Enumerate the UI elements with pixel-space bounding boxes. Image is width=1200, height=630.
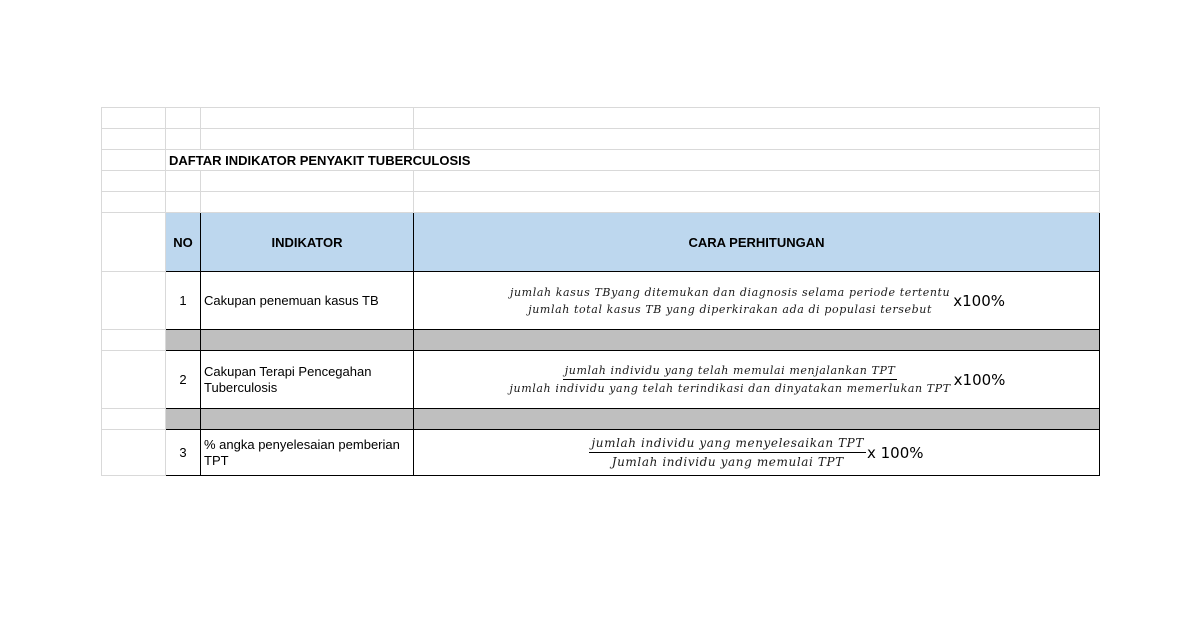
row-number[interactable]: 1 (166, 272, 201, 330)
cell[interactable] (414, 129, 1100, 150)
separator-row (102, 409, 1100, 430)
formula-numerator: jumlah kasus TByang ditemukan dan diagnosis selama periode tertentu (509, 285, 951, 299)
gray-cell[interactable] (166, 409, 201, 430)
formula-denominator: jumlah total kasus TB yang diperkirakan ada di populasi tersebut (528, 302, 932, 316)
cell[interactable] (201, 129, 414, 150)
formula-denominator: Jumlah individu yang memulai TPT (611, 455, 844, 469)
cell[interactable] (102, 213, 166, 272)
cell[interactable] (102, 330, 166, 351)
gray-cell[interactable] (166, 330, 201, 351)
gray-cell[interactable] (414, 409, 1100, 430)
cell[interactable] (102, 192, 166, 213)
cell[interactable] (102, 108, 166, 129)
fraction (508, 286, 952, 316)
cell[interactable] (201, 108, 414, 129)
cell[interactable] (102, 129, 166, 150)
table-row (102, 351, 1100, 409)
cell[interactable] (102, 272, 166, 330)
header-no[interactable]: NO (166, 213, 201, 272)
indicator-name[interactable]: % angka penyelesaian pemberian TPT (201, 430, 414, 476)
spreadsheet-grid (101, 107, 1100, 476)
formula (414, 436, 1099, 469)
table-row (102, 272, 1100, 330)
formula (414, 364, 1099, 395)
formula-multiplier: x100% (953, 370, 1006, 389)
row-number[interactable]: 3 (166, 430, 201, 476)
gray-cell[interactable] (414, 330, 1100, 351)
header-row (102, 213, 1100, 272)
header-cara-perhitungan[interactable]: CARA PERHITUNGAN (414, 213, 1100, 272)
cell[interactable] (201, 171, 414, 192)
cell[interactable] (102, 430, 166, 476)
formula-denominator: jumlah individu yang telah terindikasi dan dinyatakan memerlukan TPT (509, 382, 951, 395)
cell[interactable] (414, 192, 1100, 213)
formula-cell[interactable] (414, 430, 1100, 476)
empty-row (102, 192, 1100, 213)
cell[interactable] (102, 150, 166, 171)
empty-row (102, 108, 1100, 129)
cell[interactable] (166, 108, 201, 129)
formula-multiplier: x100% (953, 291, 1006, 310)
formula-numerator: jumlah individu yang telah memulai menjalankan TPT (563, 364, 898, 380)
formula-cell[interactable] (414, 272, 1100, 330)
table-row (102, 430, 1100, 476)
formula-cell[interactable] (414, 351, 1100, 409)
cell[interactable] (102, 409, 166, 430)
cell[interactable] (414, 171, 1100, 192)
title-row (102, 150, 1100, 171)
empty-row (102, 171, 1100, 192)
row-number[interactable]: 2 (166, 351, 201, 409)
fraction (589, 436, 865, 469)
formula-multiplier: x 100% (866, 443, 924, 462)
gray-cell[interactable] (201, 330, 414, 351)
indicator-name[interactable]: Cakupan Terapi Pencegahan Tuberculosis (201, 351, 414, 409)
indicator-name[interactable]: Cakupan penemuan kasus TB (201, 272, 414, 330)
fraction (508, 364, 953, 395)
separator-row (102, 330, 1100, 351)
cell[interactable] (166, 129, 201, 150)
sheet-title[interactable]: DAFTAR INDIKATOR PENYAKIT TUBERCULOSIS (166, 150, 1100, 171)
cell[interactable] (166, 192, 201, 213)
header-indikator[interactable]: INDIKATOR (201, 213, 414, 272)
cell[interactable] (102, 171, 166, 192)
cell[interactable] (166, 171, 201, 192)
cell[interactable] (201, 192, 414, 213)
gray-cell[interactable] (201, 409, 414, 430)
cell[interactable] (414, 108, 1100, 129)
empty-row (102, 129, 1100, 150)
cell[interactable] (102, 351, 166, 409)
formula-numerator: jumlah individu yang menyelesaikan TPT (589, 436, 865, 453)
formula (414, 286, 1099, 316)
